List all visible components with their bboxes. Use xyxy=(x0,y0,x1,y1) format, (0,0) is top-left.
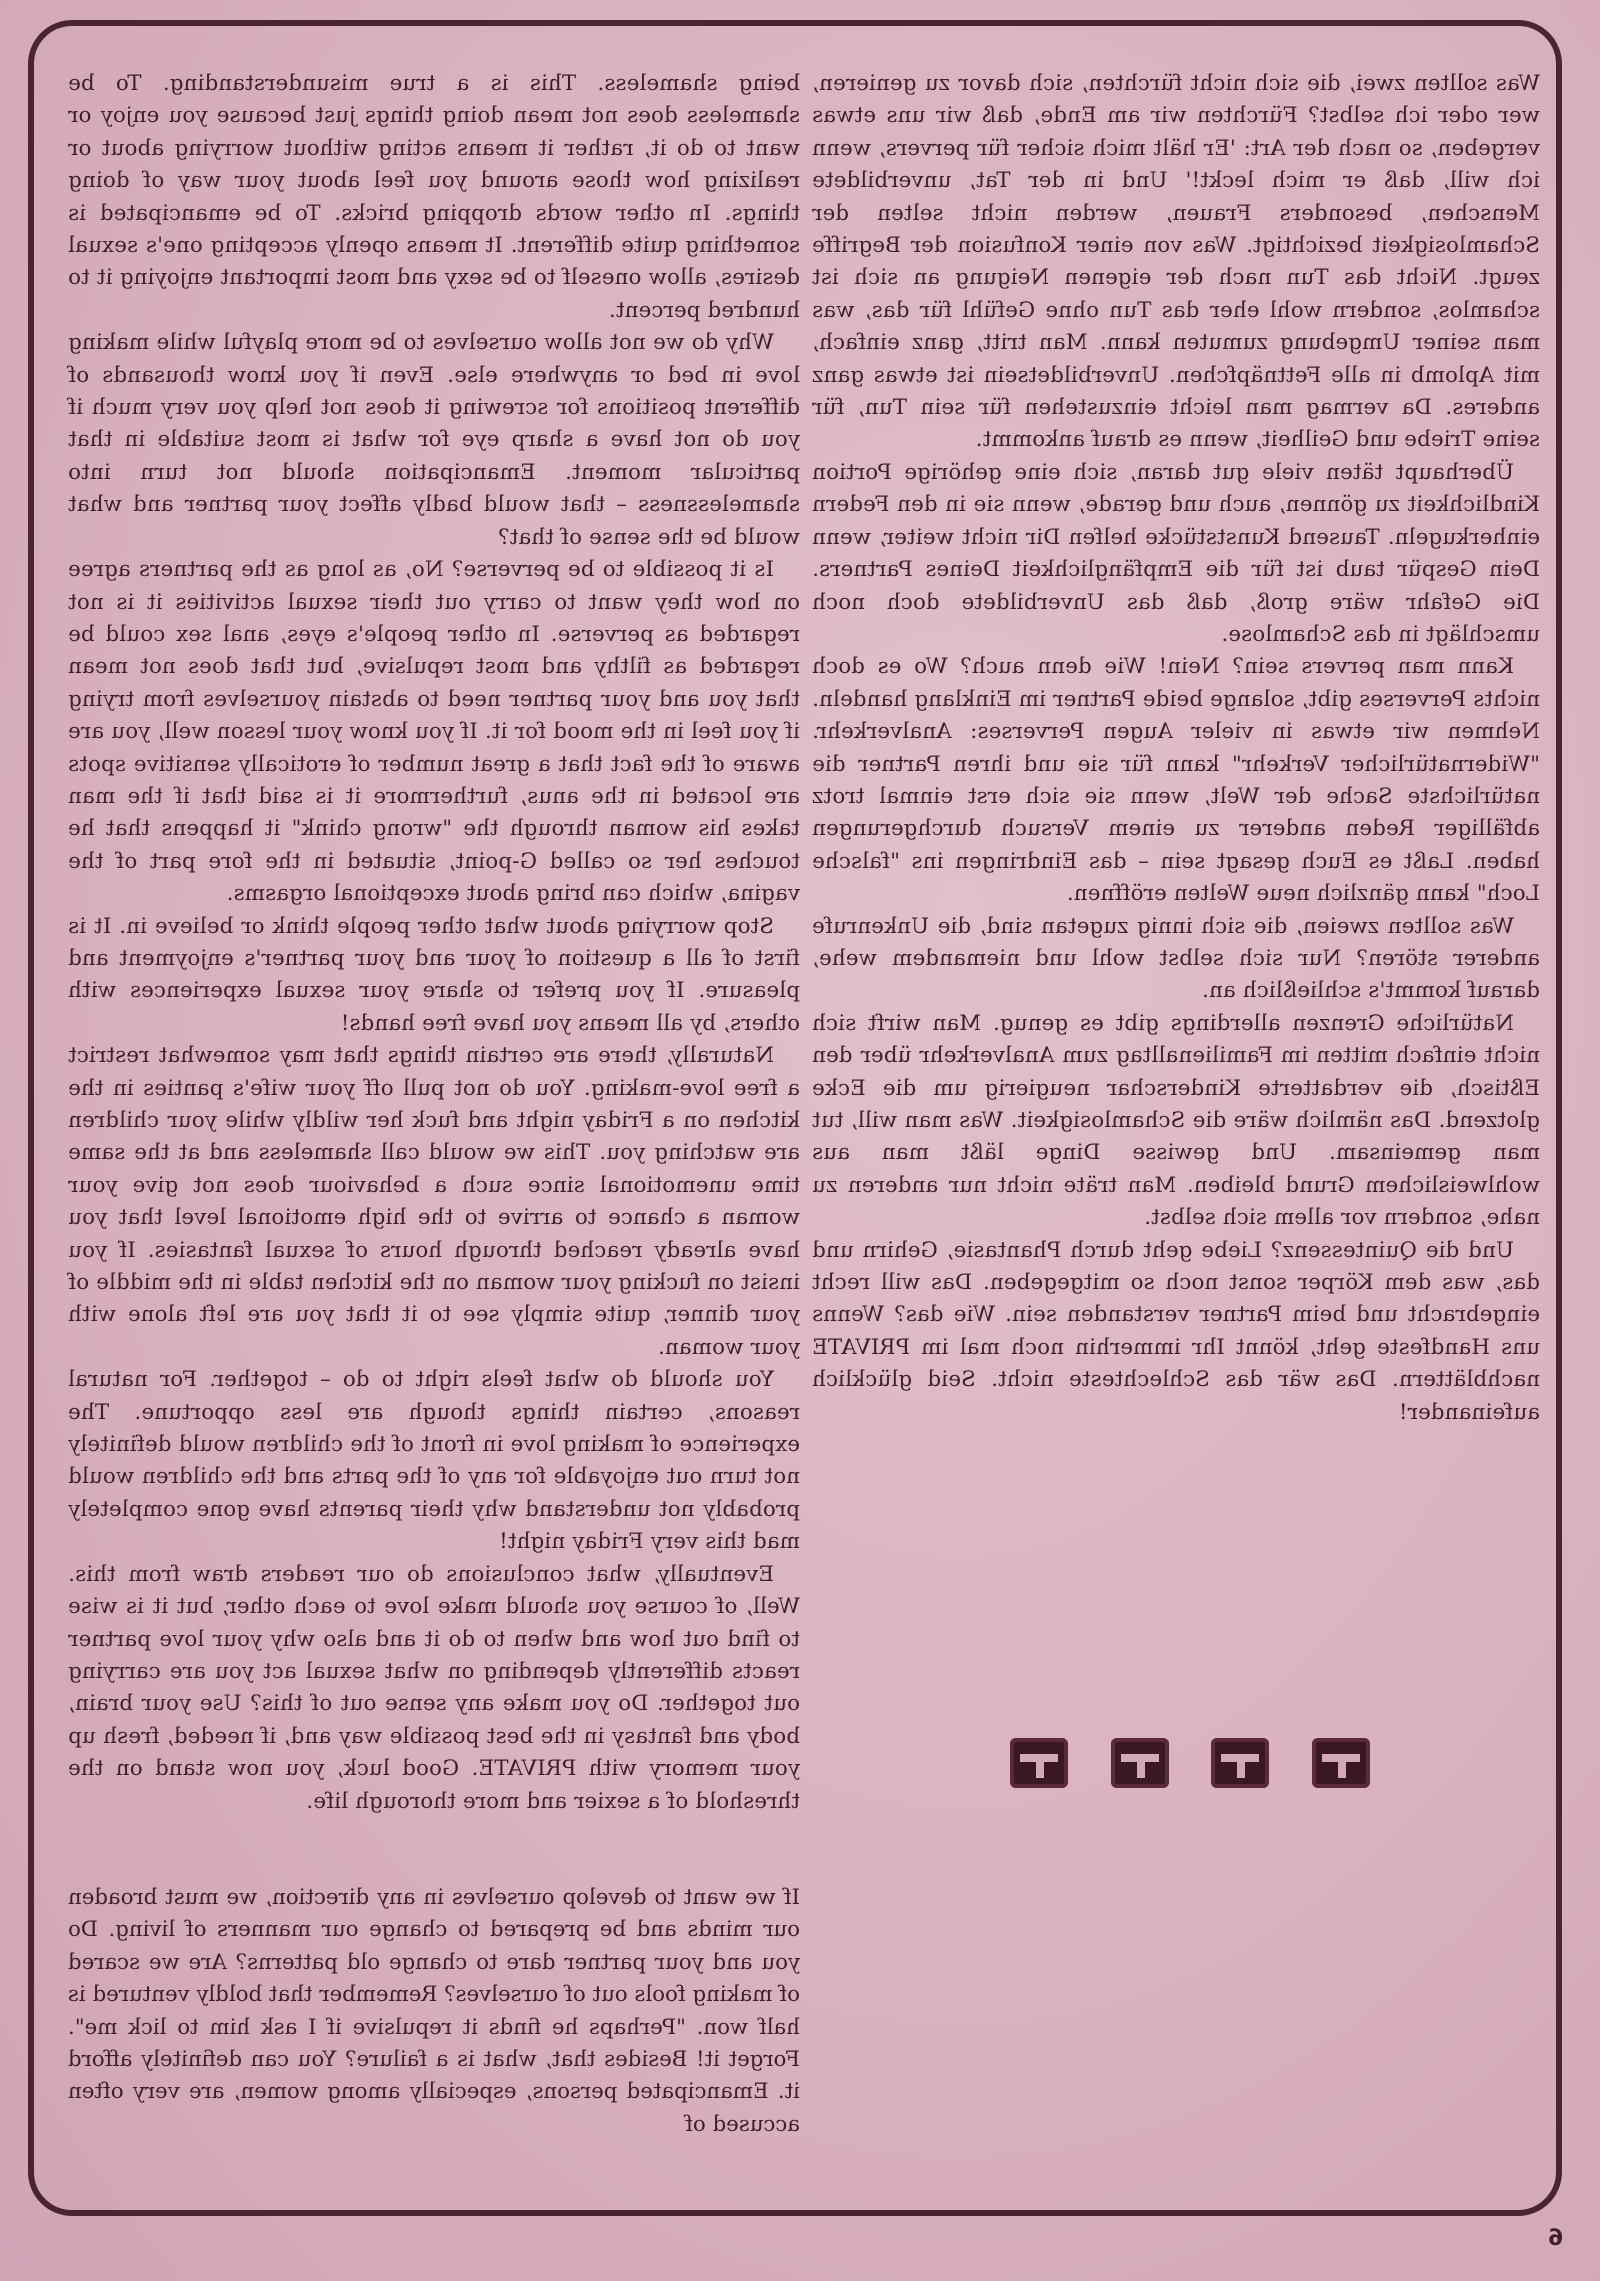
german-paragraph: Kann man pervers sein? Nein! Wie denn auch? Wo es doch nichts Perverses gibt, solange beide Partner im Einklang handeln. Nehmen wir etwas in vieler Augen Perverses: Analverkehr. "Widernatürlicher Verkehr" kann für sie und ihren Partner die natürlichste Sache der Welt, wenn sie sich erst einmal trotz abfälliger Reden anderer zu einem Versuch durchgerungen haben. Laßt es Euch gesagt sein – das Eindringen ins "falsche Loch" kann gänzlich neue Welten eröffnen. xyxy=(812,654,1540,907)
english-intro-block xyxy=(68,1882,800,2141)
english-paragraph: Why do we not allow ourselves to be more playful while making love in bed or anywhere else. Even if you know thousands of different positions for screwing it does not help you very much if you do not have a sharp eye for what is most suitable in that particular moment. Emancipation should not turn into shamelessness – that would badly affect your partner and what would be the sense of that? xyxy=(68,330,800,550)
page-number: 6 xyxy=(1548,2226,1564,2251)
german-paragraph: Natürliche Grenzen allerdings gibt es genug. Man wirft sich nicht einfach mitten im Familienalltag zum Analverkehr über den Eßtisch, die verdatterte Kinderschar neugierig um die Ecke glotzend. Das nämlich wäre die Schamlosigkeit. Was man will, tut man gemeinsam. Und gewisse Dinge läßt man aus wohlweislichem Grund bleiben. Man träte nicht nur anderen zu nahe, sondern vor allem sich selbst. xyxy=(812,1010,1540,1231)
english-intro-paragraph: If we want to develop ourselves in any direction, we must broaden our minds and be prepared to change our manners of living. Do you and your partner dare to change old patterns? Are we scared of making fools out of ourselves? Remember that boldly ventured is half won. "Perhaps he finds it repulsive if I ask him to lick me". Forget it! Besides that, what is a failure? You can definitely afford it. Emancipated persons, especially among women, are very often accused of xyxy=(68,1885,800,2137)
ornament-glyph-icon xyxy=(1312,1738,1370,1788)
german-paragraph: Was sollten zwei, die sich nicht fürchten, sich davor zu genieren, wer oder ich selbst? Fürchten wir am Ende, daß wir uns etwas vergeben, so nach der Art: 'Er hält mich sicher für pervers, wenn ich will, daß er mich leckt!' Und in der Tat, unverbildete Menschen, besonders Frauen, werden nicht selten der Schamlosigkeit bezichtigt. Was von einer Konfusion der Begriffe zeugt. Nicht das Tun nach der eigenen Neigung an sich ist schamlos, sondern wohl eher das Tun ohne Gefühl für das, was man seiner Umgebung zumuten kann. Man tritt, ganz einfach, mit Aplomb in alle Fettnäpfchen. Unverbildetsein ist etwas ganz anderes. Da vermag man leicht einzustehen für sein Tun, für seine Triebe und Geilheit, wenn es drauf ankommt. xyxy=(812,71,1540,453)
english-paragraph: You should do what feels right to do – together. For natural reasons, certain things though are less opportune. The experience of making love in front of the children would definitely not turn out enjoyable for any of the parts and the children would probably not understand why their parents have gone completely mad this very Friday night! xyxy=(68,1367,800,1555)
ornament-glyph-icon xyxy=(1111,1738,1169,1788)
english-paragraph: Stop worrying about what other people think or believe in. It is first of all a question of your and your partner's enjoyment and pleasure. If you prefer to share your sexual experiences with others, by all means you have free hands! xyxy=(68,913,800,1036)
english-column xyxy=(68,68,800,1814)
german-column xyxy=(812,68,1540,2178)
german-paragraph: Und die Quintessenz? Liebe geht durch Phantasie, Gehirn und das, was dem Körper sonst noch so mitgegeben. Das will recht eingebracht und beim Partner verstanden sein. Wie das? Wenns uns Handfeste geht, könnt Ihr immerhin noch mal im PRIVATE nachblättern. Das wär das Schlechteste nicht. Seid glücklich aufeinander! xyxy=(812,1237,1540,1425)
english-paragraph: Naturally, there are certain things that may somewhat restrict a free love-making. You do not pull off your wife's panties in the kitchen on a Friday night and fuck her wildly while your children are watching you. This we would call shameless and at the same time unemotional since such a behaviour does not give your woman a chance to arrive to the high emotional level that you have already reached through hours of sexual fantasies. If you insist on fucking your woman on the kitchen table in the middle of your dinner, quite simply see to it that you are left alone with your woman. xyxy=(68,1043,800,1360)
ornament-glyph-icon xyxy=(1010,1738,1068,1788)
german-paragraph: Überhaupt täten viele gut daran, sich eine gehörige Portion Kindlichkeit zu gönnen, auch und gerade, wenn sie in den Federn einherkugeln. Tausend Kunststücke helfen Dir nicht weiter, wenn Dein Gespür taub ist für die Empfänglichkeit Deines Partners. Die Gefahr wäre groß, daß das Unverbildete doch noch umschlägt in das Schamlose. xyxy=(812,459,1540,647)
ornament-glyph-icon xyxy=(1211,1738,1269,1788)
section-ornaments xyxy=(1010,1738,1370,1790)
english-paragraph: being shameless. This is a true misunderstanding. To be shameless does not mean doing things just because you enjoy or want to do it, rather it means acting without worrying about or realizing how those around you feel about your way of doing things. In other words dropping bricks. To be emancipated is something quite different. It means openly accepting one's sexual desires, allow oneself to be sexy and most important enjoying it to hundred percent. xyxy=(68,71,800,323)
german-paragraph: Was sollten zweien, die sich innig zugetan sind, die Unkenrufe anderer stören? Nur sich selbst wohl und niemandem wehe, darauf kommt's schließlich an. xyxy=(812,913,1540,1004)
english-paragraph: Is it possible to be perverse? No, as long as the partners agree on how they want to carry out their sexual activities it is not regarded as perverse. In other people's eyes, anal sex could be regarded as filthy and most repulsive, but that does not mean that you and your partner need to abstain yourselves from trying if you feel in the mood for it. If you know your lesson well, you are aware of the fact that a great number of erotically sensitive spots are located in the anus, furthermore it is said that if the man takes his woman through the "wrong chink" it happens that he touches her so called G-point, situated in the fore part of the vagina, which can bring about exceptional orgasms. xyxy=(68,557,800,907)
english-paragraph: Eventually, what conclusions do our readers draw from this. Well, of course you should make love to each other, but it is wise to find out how and when to do it and also why your love partner reacts differently depending on what sexual act you are carrying out together. Do you make any sense out of this? Use your brain, body and fantasy in the best possible way and, if needed, fresh up your memory with PRIVATE. Good luck, you now stand on the threshold of a sexier and more thorough life. xyxy=(68,1561,800,1814)
